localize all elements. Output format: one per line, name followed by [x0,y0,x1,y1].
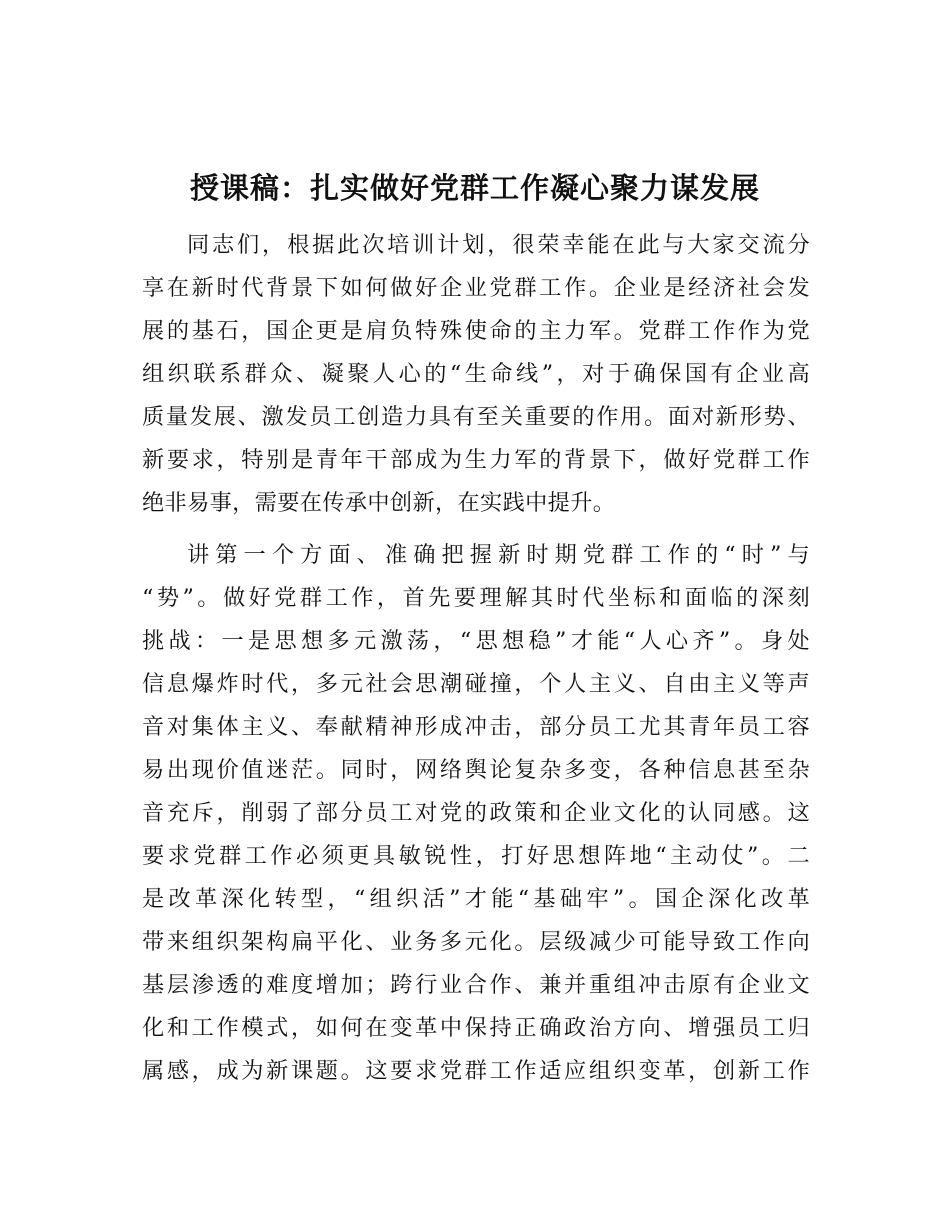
document-title: 授课稿：扎实做好党群工作凝心聚力谋发展 [189,171,760,205]
text-line: 信息爆炸时代，多元社会思潮碰撞，个人主义、自由主义等声 [142,671,810,697]
text-line: 质量发展、激发员工创造力具有至关重要的作用。面对新形势、 [142,404,810,430]
text-line: 易出现价值迷茫。同时，网络舆论复杂多变，各种信息甚至杂 [142,757,810,783]
text-line: 基层渗透的难度增加；跨行业合作、兼并重组冲击原有企业文 [142,972,810,998]
text-line: 新要求，特别是青年干部成为生力军的背景下，做好党群工作 [142,447,810,473]
text-line: 绝非易事，需要在传承中创新，在实践中提升。 [142,490,616,516]
text-line: 带来组织架构扁平化、业务多元化。层级减少可能导致工作向 [142,929,810,955]
text-line: 讲第一个方面、准确把握新时期党群工作的“时”与 [187,542,810,568]
text-line: 挑战：一是思想多元激荡，“思想稳”才能“人心齐”。身处 [142,628,810,654]
text-line: 音对集体主义、奉献精神形成冲击，部分员工尤其青年员工容 [142,714,810,740]
paragraph-section-one [142,534,810,1093]
text-line: 展的基石，国企更是肩负特殊使命的主力军。党群工作作为党 [142,318,810,344]
text-line: 是改革深化转型，“组织活”才能“基础牢”。国企深化改革 [142,886,810,912]
text-line: 同志们，根据此次培训计划，很荣幸能在此与大家交流分 [187,232,810,258]
paragraph-intro [142,224,810,525]
document-body [142,224,810,1093]
text-line: 音充斥，削弱了部分员工对党的政策和企业文化的认同感。这 [142,800,810,826]
text-line: 化和工作模式，如何在变革中保持正确政治方向、增强员工归 [142,1015,810,1041]
text-line: 要求党群工作必须更具敏锐性，打好思想阵地“主动仗”。二 [142,843,810,869]
text-line: 享在新时代背景下如何做好企业党群工作。企业是经济社会发 [142,275,810,301]
text-line: 组织联系群众、凝聚人心的“生命线”，对于确保国有企业高 [142,361,810,387]
text-line: 属感，成为新课题。这要求党群工作适应组织变革，创新工作 [142,1058,810,1084]
text-line: “势”。做好党群工作，首先要理解其时代坐标和面临的深刻 [142,585,810,611]
